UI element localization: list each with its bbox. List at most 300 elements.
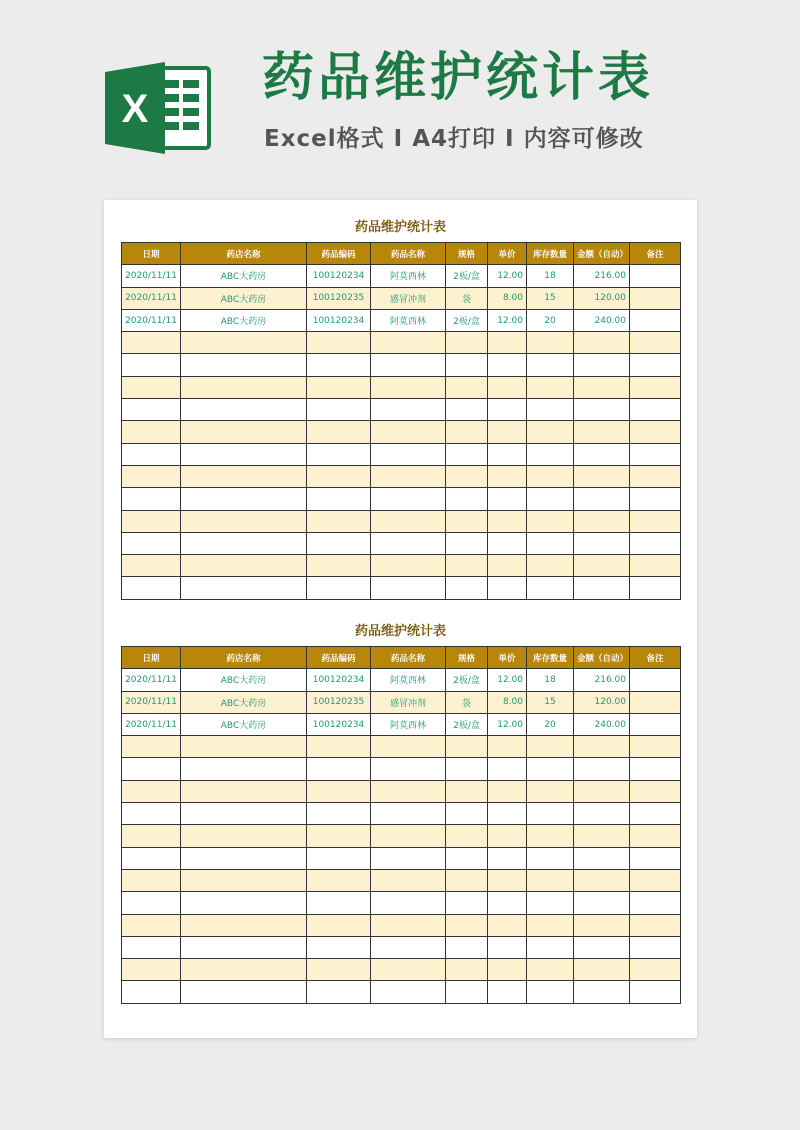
table-cell[interactable]: 100120234	[307, 265, 371, 287]
table-cell[interactable]	[630, 780, 681, 802]
table-cell[interactable]: ABC大药房	[181, 691, 307, 713]
table-cell[interactable]	[488, 421, 527, 443]
table-cell[interactable]	[371, 555, 446, 577]
table-cell[interactable]	[527, 421, 574, 443]
column-header: 备注	[630, 647, 681, 669]
table-cell[interactable]	[181, 465, 307, 487]
table-cell[interactable]	[122, 914, 181, 936]
table-cell[interactable]	[122, 354, 181, 376]
table-cell[interactable]	[574, 488, 630, 510]
table-cell[interactable]	[122, 959, 181, 981]
table-cell[interactable]	[630, 914, 681, 936]
table-cell[interactable]	[122, 510, 181, 532]
table-cell[interactable]	[630, 354, 681, 376]
table-cell[interactable]	[122, 803, 181, 825]
table-cell[interactable]	[371, 959, 446, 981]
table-row	[122, 825, 681, 847]
table-cell[interactable]: 2板/盒	[446, 309, 488, 331]
table-cell[interactable]	[488, 803, 527, 825]
table-row	[122, 354, 681, 376]
table-cell[interactable]	[630, 892, 681, 914]
table-cell[interactable]	[574, 959, 630, 981]
table-cell[interactable]	[122, 376, 181, 398]
table-cell[interactable]	[630, 443, 681, 465]
table-cell[interactable]: 2板/盒	[446, 265, 488, 287]
table-cell[interactable]	[307, 981, 371, 1003]
table-cell[interactable]	[446, 354, 488, 376]
table-cell[interactable]	[488, 443, 527, 465]
page-subtitle: Excel格式 I A4打印 I 内容可修改	[264, 126, 644, 152]
table-cell[interactable]: 2020/11/11	[122, 309, 181, 331]
table-cell[interactable]: 240.00	[574, 309, 630, 331]
table-cell[interactable]	[122, 488, 181, 510]
table-cell[interactable]	[574, 399, 630, 421]
table-cell[interactable]	[527, 465, 574, 487]
table-cell[interactable]	[630, 399, 681, 421]
table-cell[interactable]	[446, 488, 488, 510]
table-cell[interactable]	[488, 758, 527, 780]
table-row	[122, 981, 681, 1003]
table-cell[interactable]	[307, 847, 371, 869]
table-cell[interactable]: 100120234	[307, 669, 371, 691]
table-cell[interactable]	[488, 892, 527, 914]
table-cell[interactable]	[630, 577, 681, 599]
table-cell[interactable]: 100120235	[307, 287, 371, 309]
table-cell[interactable]	[446, 577, 488, 599]
table-cell[interactable]	[630, 532, 681, 554]
column-header: 单价	[488, 647, 527, 669]
table-cell[interactable]	[181, 981, 307, 1003]
table-cell[interactable]	[574, 803, 630, 825]
table-cell[interactable]: 感冒冲剂	[371, 691, 446, 713]
table-cell[interactable]: ABC大药房	[181, 287, 307, 309]
table-cell[interactable]	[446, 399, 488, 421]
table-cell[interactable]	[371, 981, 446, 1003]
table-cell[interactable]	[574, 825, 630, 847]
table-cell[interactable]: 20	[527, 309, 574, 331]
data-table	[121, 646, 681, 1004]
table-cell[interactable]: 2板/盒	[446, 713, 488, 735]
table-cell[interactable]	[181, 936, 307, 958]
table-cell[interactable]	[307, 532, 371, 554]
table-cell[interactable]: 8.00	[488, 691, 527, 713]
table-cell[interactable]	[527, 376, 574, 398]
table-row	[122, 488, 681, 510]
table-cell[interactable]	[371, 892, 446, 914]
table-cell[interactable]: 2020/11/11	[122, 287, 181, 309]
table-cell[interactable]: 感冒冲剂	[371, 287, 446, 309]
table-cell[interactable]	[574, 736, 630, 758]
table-cell[interactable]	[122, 465, 181, 487]
table-cell[interactable]	[446, 869, 488, 891]
table-cell[interactable]	[527, 488, 574, 510]
table-cell[interactable]	[122, 936, 181, 958]
table-cell[interactable]	[446, 780, 488, 802]
page-header	[0, 0, 800, 190]
table-cell[interactable]	[446, 421, 488, 443]
table-cell[interactable]	[122, 892, 181, 914]
table-cell[interactable]: ABC大药房	[181, 309, 307, 331]
table-cell[interactable]	[307, 555, 371, 577]
table-cell[interactable]	[630, 510, 681, 532]
table-cell[interactable]	[446, 959, 488, 981]
table-cell[interactable]	[371, 825, 446, 847]
table-cell[interactable]: 袋	[446, 691, 488, 713]
table-cell[interactable]	[574, 914, 630, 936]
table-cell[interactable]	[371, 332, 446, 354]
table-cell[interactable]	[527, 847, 574, 869]
table-cell[interactable]	[488, 914, 527, 936]
table-cell[interactable]	[446, 803, 488, 825]
table-cell[interactable]	[574, 354, 630, 376]
table-cell[interactable]	[371, 736, 446, 758]
table-cell[interactable]: 2020/11/11	[122, 691, 181, 713]
table-cell[interactable]	[630, 691, 681, 713]
table-cell[interactable]	[527, 532, 574, 554]
table-cell[interactable]	[630, 287, 681, 309]
table-cell[interactable]	[307, 892, 371, 914]
table-cell[interactable]: 12.00	[488, 713, 527, 735]
table-cell[interactable]	[307, 758, 371, 780]
table-cell[interactable]	[371, 780, 446, 802]
table-cell[interactable]: 100120234	[307, 713, 371, 735]
column-header: 药品编码	[307, 647, 371, 669]
table-cell[interactable]	[307, 332, 371, 354]
table-cell[interactable]	[527, 332, 574, 354]
table-cell[interactable]	[181, 803, 307, 825]
table-cell[interactable]	[446, 981, 488, 1003]
column-header: 单价	[488, 243, 527, 265]
table-cell[interactable]	[630, 736, 681, 758]
table-cell[interactable]	[446, 736, 488, 758]
table-cell[interactable]	[181, 780, 307, 802]
table-cell[interactable]	[181, 825, 307, 847]
table-cell[interactable]	[307, 577, 371, 599]
table-row	[122, 959, 681, 981]
table-cell[interactable]	[488, 354, 527, 376]
table-cell[interactable]: 阿莫西林	[371, 713, 446, 735]
table-cell[interactable]	[574, 421, 630, 443]
table-cell[interactable]	[527, 354, 574, 376]
table-cell[interactable]	[371, 421, 446, 443]
table-cell[interactable]: 216.00	[574, 669, 630, 691]
table-cell[interactable]: 2020/11/11	[122, 265, 181, 287]
table-cell[interactable]	[181, 892, 307, 914]
table-cell[interactable]: 216.00	[574, 265, 630, 287]
table-row	[122, 936, 681, 958]
column-header: 药店名称	[181, 647, 307, 669]
table-cell[interactable]	[371, 847, 446, 869]
table-cell[interactable]	[630, 847, 681, 869]
table-cell[interactable]: 100120235	[307, 691, 371, 713]
table-cell[interactable]	[371, 399, 446, 421]
table-cell[interactable]	[122, 532, 181, 554]
table-cell[interactable]	[630, 265, 681, 287]
table-cell[interactable]	[630, 803, 681, 825]
table-cell[interactable]	[527, 510, 574, 532]
table-cell[interactable]: 2020/11/11	[122, 713, 181, 735]
table-cell[interactable]	[527, 399, 574, 421]
table-cell[interactable]	[307, 421, 371, 443]
table-cell[interactable]	[122, 399, 181, 421]
table-cell[interactable]	[181, 376, 307, 398]
table-cell[interactable]: 12.00	[488, 309, 527, 331]
table-row	[122, 287, 681, 309]
table-cell[interactable]	[574, 443, 630, 465]
table-cell[interactable]	[307, 803, 371, 825]
table-cell[interactable]	[371, 758, 446, 780]
table-cell[interactable]	[181, 758, 307, 780]
table-cell[interactable]	[307, 510, 371, 532]
table-cell[interactable]	[574, 332, 630, 354]
table-cell[interactable]: 袋	[446, 287, 488, 309]
table-cell[interactable]	[574, 532, 630, 554]
table-cell[interactable]	[630, 713, 681, 735]
table-cell[interactable]	[122, 758, 181, 780]
table-cell[interactable]	[446, 892, 488, 914]
table-cell[interactable]	[574, 758, 630, 780]
table-cell[interactable]	[371, 510, 446, 532]
table-cell[interactable]	[488, 869, 527, 891]
table-cell[interactable]	[181, 421, 307, 443]
table-cell[interactable]: 12.00	[488, 265, 527, 287]
table-cell[interactable]: 8.00	[488, 287, 527, 309]
table-cell[interactable]	[181, 959, 307, 981]
table-cell[interactable]	[181, 847, 307, 869]
table-cell[interactable]	[446, 555, 488, 577]
table-cell[interactable]	[122, 736, 181, 758]
table-cell[interactable]	[371, 803, 446, 825]
table-cell[interactable]	[574, 555, 630, 577]
table-cell[interactable]	[307, 488, 371, 510]
table-cell[interactable]	[446, 332, 488, 354]
table-cell[interactable]	[630, 421, 681, 443]
table-cell[interactable]	[630, 376, 681, 398]
table-cell[interactable]	[371, 376, 446, 398]
column-header: 库存数量	[527, 243, 574, 265]
table-cell[interactable]	[630, 332, 681, 354]
table-row	[122, 532, 681, 554]
table-cell[interactable]	[630, 758, 681, 780]
table-cell[interactable]	[630, 555, 681, 577]
table-cell[interactable]	[122, 332, 181, 354]
table-row	[122, 780, 681, 802]
table-cell[interactable]	[181, 510, 307, 532]
table-cell[interactable]: 2020/11/11	[122, 669, 181, 691]
table-cell[interactable]	[630, 936, 681, 958]
table-cell[interactable]: 120.00	[574, 287, 630, 309]
table-cell[interactable]	[122, 981, 181, 1003]
table-cell[interactable]	[446, 510, 488, 532]
table-cell[interactable]	[527, 869, 574, 891]
table-cell[interactable]	[181, 399, 307, 421]
logo-letter: X	[121, 87, 149, 131]
table-cell[interactable]: 阿莫西林	[371, 265, 446, 287]
table-cell[interactable]	[122, 780, 181, 802]
table-row	[122, 669, 681, 691]
table-cell[interactable]	[307, 914, 371, 936]
table-cell[interactable]	[527, 803, 574, 825]
table-cell[interactable]	[371, 936, 446, 958]
table-cell[interactable]	[630, 465, 681, 487]
table-cell[interactable]	[630, 869, 681, 891]
table-cell[interactable]	[574, 510, 630, 532]
table-cell[interactable]	[574, 847, 630, 869]
table-cell[interactable]	[307, 354, 371, 376]
table-cell[interactable]	[527, 825, 574, 847]
table-cell[interactable]	[307, 376, 371, 398]
table-cell[interactable]	[488, 577, 527, 599]
table-cell[interactable]	[307, 465, 371, 487]
table-row	[122, 713, 681, 735]
column-header: 药品名称	[371, 647, 446, 669]
table-cell[interactable]	[446, 847, 488, 869]
table-cell[interactable]	[574, 577, 630, 599]
table-cell[interactable]	[122, 421, 181, 443]
table-cell[interactable]	[574, 981, 630, 1003]
table-cell[interactable]	[488, 959, 527, 981]
table-cell[interactable]	[527, 936, 574, 958]
table-cell[interactable]	[446, 758, 488, 780]
table-cell[interactable]	[630, 825, 681, 847]
table-cell[interactable]: 20	[527, 713, 574, 735]
table-cell[interactable]	[181, 555, 307, 577]
table-cell[interactable]: 18	[527, 669, 574, 691]
table-cell[interactable]	[371, 532, 446, 554]
column-header: 规格	[446, 243, 488, 265]
table-cell[interactable]	[122, 443, 181, 465]
table-cell[interactable]	[630, 959, 681, 981]
table-cell[interactable]	[574, 892, 630, 914]
table-cell[interactable]	[181, 332, 307, 354]
table-cell[interactable]	[371, 443, 446, 465]
table-cell[interactable]	[307, 936, 371, 958]
table-cell[interactable]	[446, 465, 488, 487]
table-cell[interactable]: 120.00	[574, 691, 630, 713]
table-cell[interactable]	[630, 981, 681, 1003]
table-cell[interactable]	[181, 443, 307, 465]
table-cell[interactable]	[446, 936, 488, 958]
table-cell[interactable]	[488, 532, 527, 554]
table-cell[interactable]: ABC大药房	[181, 265, 307, 287]
table-cell[interactable]: 240.00	[574, 713, 630, 735]
table-cell[interactable]: ABC大药房	[181, 713, 307, 735]
table-cell[interactable]	[527, 981, 574, 1003]
table-cell[interactable]	[371, 488, 446, 510]
column-header: 药品编码	[307, 243, 371, 265]
table-cell[interactable]	[307, 869, 371, 891]
table-cell[interactable]	[630, 309, 681, 331]
table-cell[interactable]	[574, 780, 630, 802]
table-cell[interactable]: 阿莫西林	[371, 309, 446, 331]
table-cell[interactable]: 15	[527, 691, 574, 713]
table-cell[interactable]: 2板/盒	[446, 669, 488, 691]
table-cell[interactable]	[307, 825, 371, 847]
table-cell[interactable]	[488, 465, 527, 487]
table-cell[interactable]	[527, 959, 574, 981]
table-cell[interactable]: 18	[527, 265, 574, 287]
table-row	[122, 914, 681, 936]
table-cell[interactable]	[574, 869, 630, 891]
table-cell[interactable]	[574, 376, 630, 398]
table-cell[interactable]	[446, 532, 488, 554]
table-cell[interactable]	[630, 669, 681, 691]
table-cell[interactable]	[527, 555, 574, 577]
table-cell[interactable]	[181, 354, 307, 376]
table-cell[interactable]	[488, 488, 527, 510]
table-cell[interactable]	[181, 914, 307, 936]
table-cell[interactable]	[488, 510, 527, 532]
table-cell[interactable]	[574, 936, 630, 958]
table-cell[interactable]	[527, 780, 574, 802]
table-cell[interactable]	[488, 376, 527, 398]
table-cell[interactable]	[122, 577, 181, 599]
table-row	[122, 332, 681, 354]
table-cell[interactable]	[122, 825, 181, 847]
table-cell[interactable]	[371, 577, 446, 599]
table-cell[interactable]: 12.00	[488, 669, 527, 691]
table-cell[interactable]	[574, 465, 630, 487]
table-cell[interactable]	[446, 825, 488, 847]
table-cell[interactable]	[488, 981, 527, 1003]
table-cell[interactable]: 100120234	[307, 309, 371, 331]
table-cell[interactable]	[371, 465, 446, 487]
table-cell[interactable]	[488, 780, 527, 802]
table-cell[interactable]	[181, 488, 307, 510]
table-cell[interactable]	[488, 555, 527, 577]
table-cell[interactable]	[527, 736, 574, 758]
table-cell[interactable]	[307, 736, 371, 758]
table-cell[interactable]	[527, 892, 574, 914]
column-header: 规格	[446, 647, 488, 669]
table-cell[interactable]	[488, 399, 527, 421]
table-cell[interactable]	[488, 936, 527, 958]
table-cell[interactable]	[527, 577, 574, 599]
table-cell[interactable]	[630, 488, 681, 510]
table-cell[interactable]	[307, 959, 371, 981]
table-cell[interactable]	[371, 914, 446, 936]
table-cell[interactable]	[181, 736, 307, 758]
table-cell[interactable]	[307, 443, 371, 465]
table-cell[interactable]	[527, 758, 574, 780]
table-cell[interactable]	[488, 847, 527, 869]
table-cell[interactable]	[181, 577, 307, 599]
table-cell[interactable]	[307, 780, 371, 802]
table-header-row	[122, 647, 681, 669]
table-cell[interactable]	[446, 376, 488, 398]
table-row	[122, 399, 681, 421]
table-cell[interactable]	[446, 914, 488, 936]
table-cell[interactable]	[122, 869, 181, 891]
table-cell[interactable]	[488, 736, 527, 758]
table-cell[interactable]	[371, 354, 446, 376]
table-cell[interactable]	[122, 555, 181, 577]
table-cell[interactable]	[488, 825, 527, 847]
table-cell[interactable]	[527, 914, 574, 936]
table-header-row	[122, 243, 681, 265]
table-cell[interactable]	[181, 532, 307, 554]
table-cell[interactable]: 阿莫西林	[371, 669, 446, 691]
table-cell[interactable]	[488, 332, 527, 354]
table-cell[interactable]	[181, 869, 307, 891]
table-cell[interactable]	[122, 847, 181, 869]
table-cell[interactable]: ABC大药房	[181, 669, 307, 691]
table-cell[interactable]	[446, 443, 488, 465]
table-cell[interactable]: 15	[527, 287, 574, 309]
table-cell[interactable]	[371, 869, 446, 891]
table-cell[interactable]	[307, 399, 371, 421]
table-cell[interactable]	[527, 443, 574, 465]
